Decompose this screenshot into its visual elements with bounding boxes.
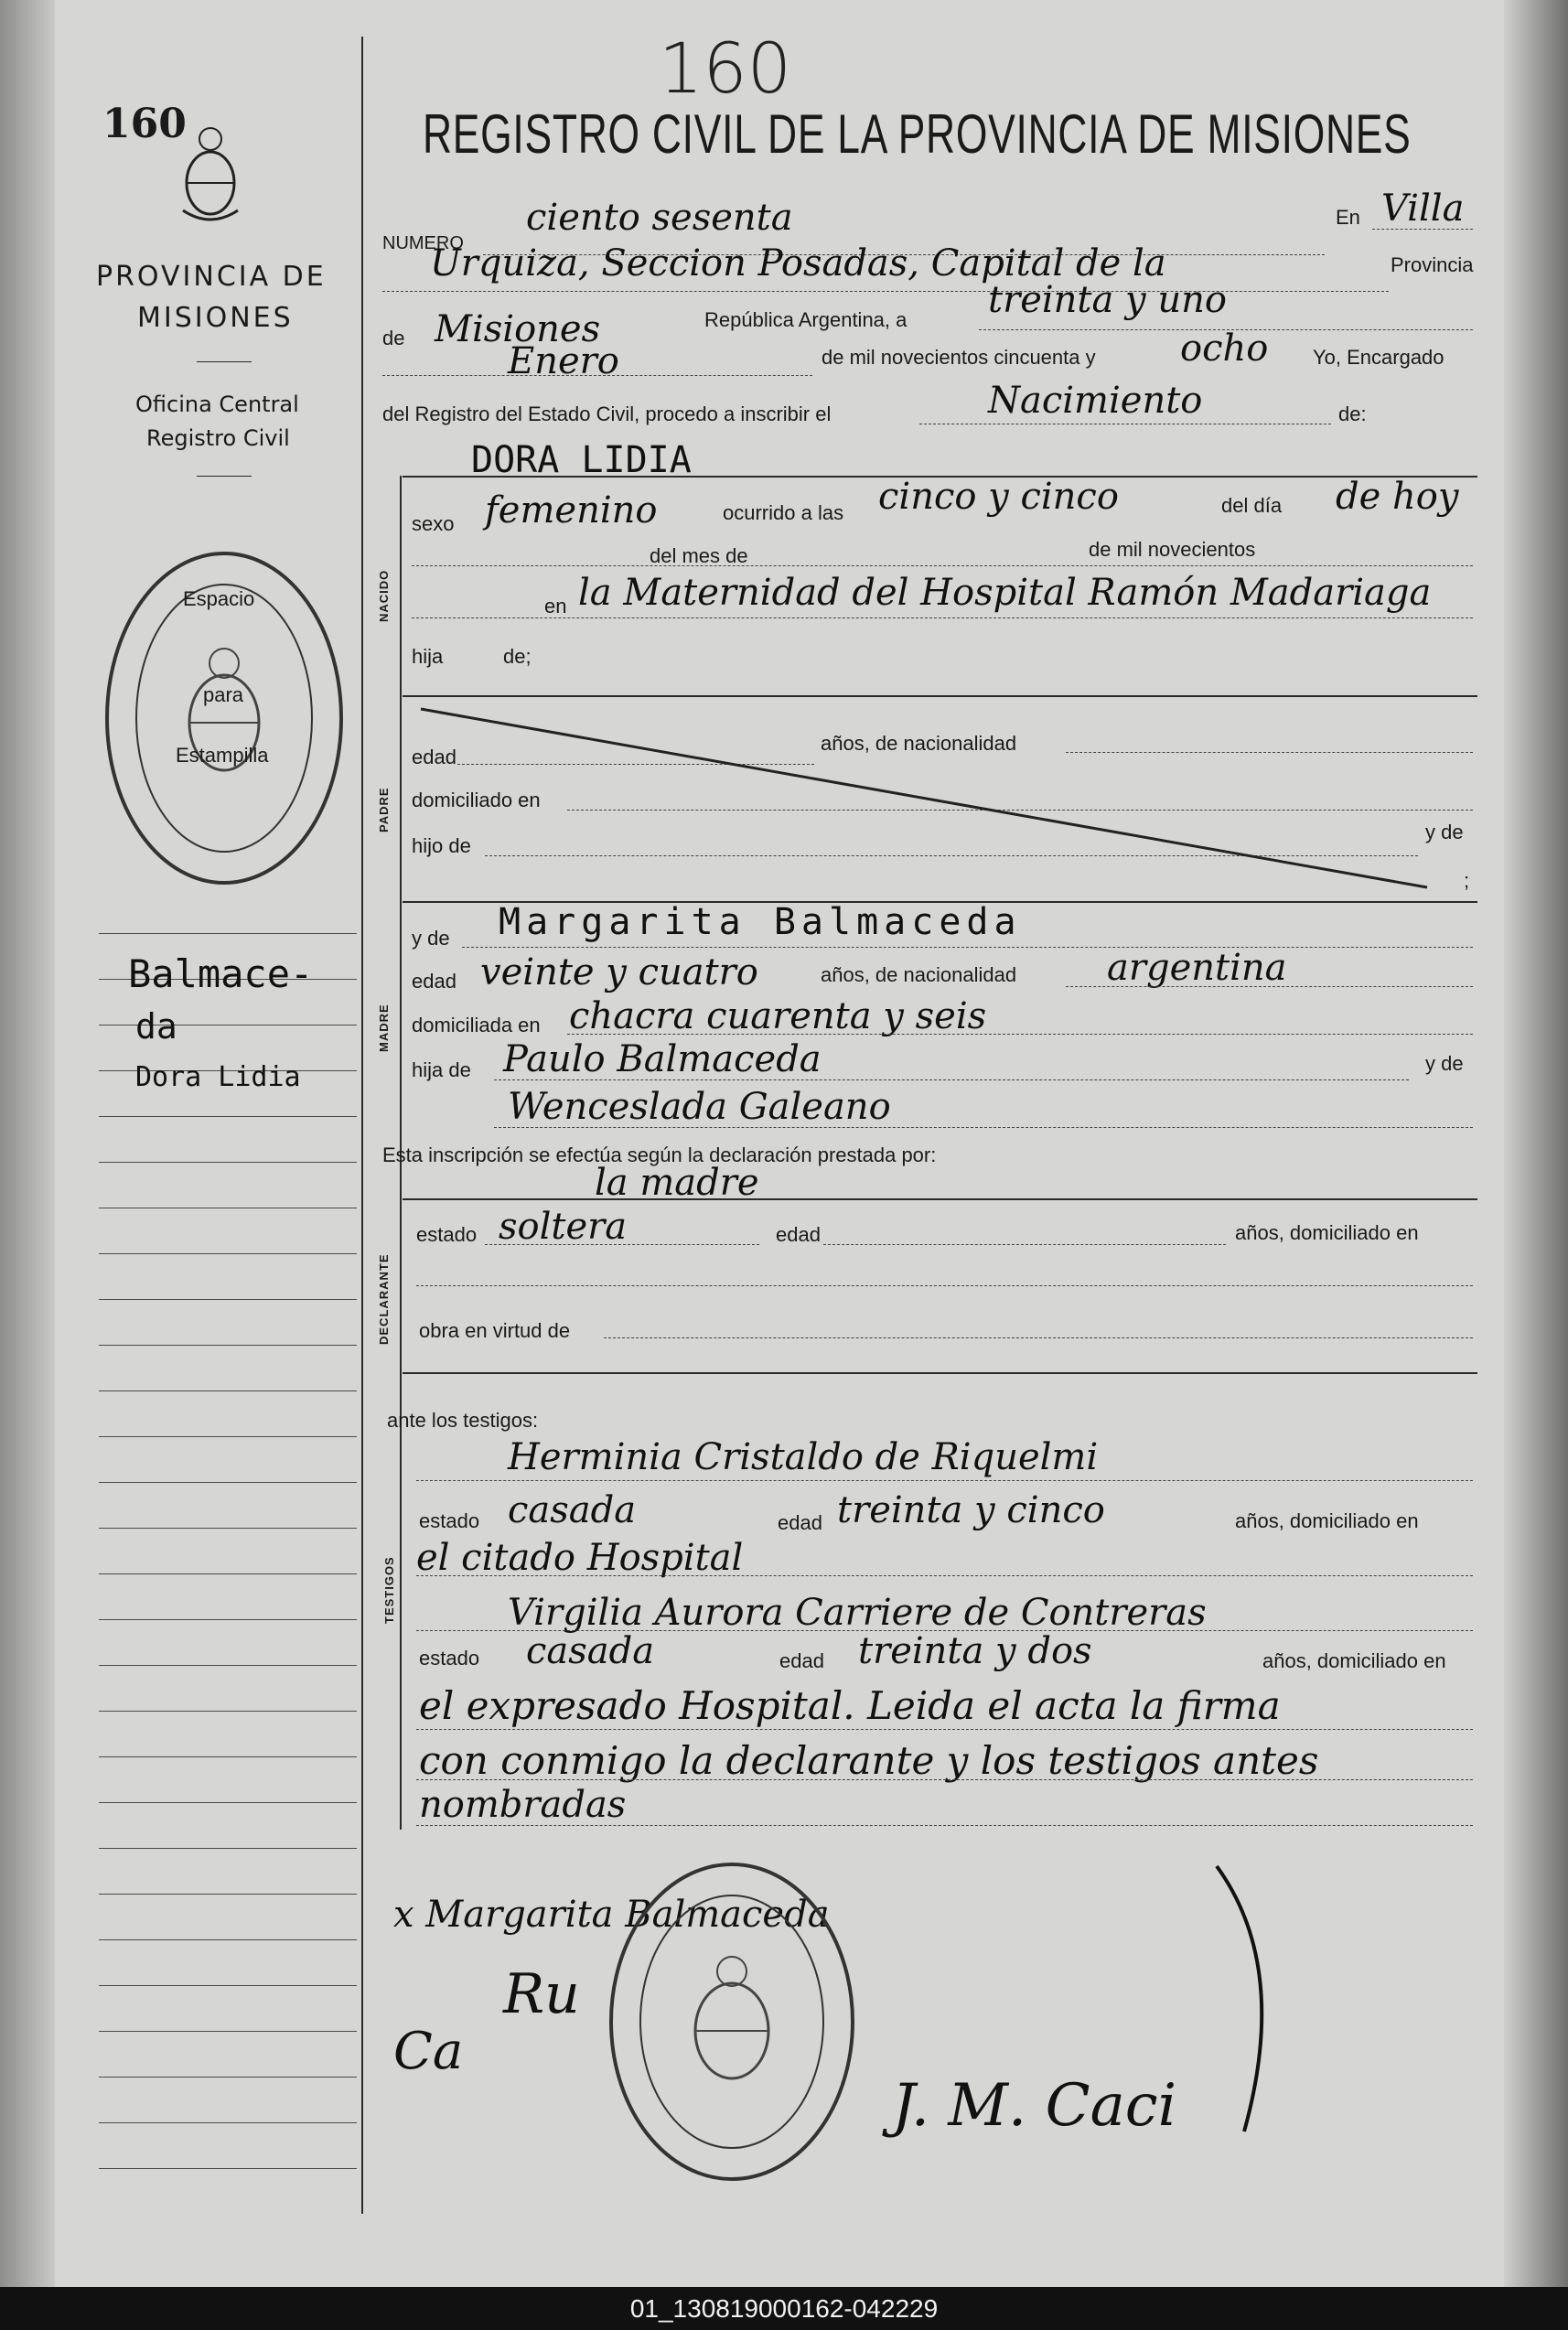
margin-rule [99, 1528, 357, 1529]
cierre-linea-2: nombradas [419, 1784, 627, 1826]
obra-label: obra en virtud de [419, 1319, 571, 1342]
numero-value: ciento sesenta [526, 197, 793, 239]
testigo2-anios-label: años, domiciliado en [1262, 1649, 1446, 1672]
nombre-value: DORA LIDIA [471, 439, 692, 481]
place-value: Urquiza, Seccion Posadas, Capital de la [430, 242, 1166, 285]
margin-rule [99, 2031, 357, 2032]
madre-y-de-label: y de [412, 927, 450, 950]
declarante-side-label: DECLARANTE [377, 1253, 391, 1345]
declarante-dom-line [416, 1285, 1473, 1286]
declarante-edad-line [823, 1244, 1226, 1245]
stamp-box-label-2: para [203, 683, 244, 706]
margin-rule [99, 1619, 357, 1620]
declarante-rule [403, 1372, 1477, 1374]
testigo1-edad: treinta y cinco [837, 1489, 1105, 1531]
madre-anios-label: años, de nacionalidad [821, 963, 1017, 986]
office-label: Oficina Central [135, 392, 299, 417]
margin-rule [99, 2168, 357, 2169]
obra-line [604, 1337, 1473, 1338]
registro-label: del Registro del Estado Civil, procedo a inscribir el [382, 403, 832, 425]
declaracion-label: Esta inscripción se efectúa según la declaración prestada por: [382, 1144, 937, 1166]
lugar-line [412, 617, 1473, 618]
padre-side-label: PADRE [377, 787, 391, 832]
de-value: Misiones [435, 308, 601, 350]
signature-flourish [1189, 1857, 1299, 2150]
margin-surname: Balmace- [128, 951, 314, 996]
madre-hija-de-label: hija de [412, 1058, 471, 1081]
sexo-value: femenino [485, 489, 658, 531]
margin-rule [99, 1665, 357, 1666]
margin-rule [99, 1573, 357, 1574]
stamp-box-label-3: Estampilla [176, 744, 269, 767]
de2-label: de: [1338, 403, 1367, 425]
madre-domiciliada-label: domiciliada en [412, 1014, 541, 1036]
de-label: de [382, 327, 405, 349]
numero-label: NUMERO [382, 233, 464, 253]
declarante-edad-label: edad [776, 1223, 821, 1246]
page-number-handwritten: 160 [659, 27, 792, 109]
province-name: MISIONES [137, 302, 294, 334]
testigo1-nombre-line [416, 1480, 1473, 1481]
republica-label: República Argentina, a [704, 308, 908, 331]
signature-testigo-a: Ru [503, 1962, 580, 2026]
ocurrido-label: ocurrido a las [723, 501, 844, 524]
madre-nacionalidad: argentina [1107, 947, 1287, 989]
padre-domiciliado-label: domiciliado en [412, 789, 541, 811]
declaracion-rule [403, 1198, 1477, 1200]
place-line [382, 291, 1389, 292]
margin-rule [99, 1482, 357, 1483]
padre-semicolon: ; [1464, 869, 1470, 892]
margin-rule [99, 1299, 357, 1300]
margin-rule [99, 1985, 357, 1986]
madre-madre: Wenceslada Galeano [508, 1086, 891, 1128]
testigo2-nombre: Virgilia Aurora Carriere de Contreras [508, 1592, 1207, 1634]
margin-rule [99, 1345, 357, 1346]
de3-label: de; [503, 645, 532, 668]
madre-dom-line [567, 1034, 1473, 1035]
registry-seal-stamp-2 [604, 1857, 860, 2186]
cierre-line-3 [416, 1825, 1473, 1826]
image-identifier: 01_130819000162-042229 [0, 2287, 1568, 2330]
madre-madre-line [494, 1127, 1473, 1128]
testigo1-anios-label: años, domiciliado en [1235, 1509, 1419, 1532]
testigo1-domicilio: el citado Hospital [416, 1537, 744, 1579]
cierre-line-1 [416, 1729, 1473, 1730]
en-line [1372, 229, 1473, 230]
madre-edad-label: edad [412, 970, 456, 993]
madre-y-de-label-2: y de [1425, 1052, 1464, 1075]
hora-value: cinco y cinco [878, 476, 1119, 518]
margin-rule [99, 1802, 357, 1803]
divider [197, 476, 252, 477]
madre-edad: veinte y cuatro [480, 951, 758, 993]
en-value: Villa [1381, 188, 1465, 230]
margin-rule [99, 1390, 357, 1391]
margin-rule [99, 1756, 357, 1757]
provincia-label: Provincia [1391, 253, 1474, 276]
declarante-estado-label: estado [416, 1223, 478, 1246]
padre-hijo-de-label: hijo de [412, 834, 471, 857]
testigos-label: ante los testigos: [387, 1409, 539, 1432]
margin-rule [99, 1162, 357, 1163]
margin-rule [99, 1848, 357, 1849]
margin-surname-2: da [135, 1006, 177, 1047]
nacido-rule [403, 695, 1477, 697]
margin-rule [99, 2077, 357, 2078]
del-dia-label: del día [1221, 494, 1283, 517]
encargado-label: Yo, Encargado [1313, 346, 1444, 369]
office-label-2: Registro Civil [146, 425, 290, 451]
declarante-estado-line [485, 1244, 759, 1245]
hija-label: hija [412, 645, 444, 668]
cancel-strike-line [403, 704, 1482, 897]
en2-label: en [544, 595, 567, 617]
inscribir-value: Nacimiento [988, 380, 1203, 422]
divider [197, 361, 252, 362]
testigo2-estado: casada [526, 1630, 655, 1672]
testigo2-domicilio: el expresado Hospital. Leida el acta la firma [419, 1683, 1281, 1728]
margin-rule [99, 1253, 357, 1254]
testigo2-edad: treinta y dos [858, 1630, 1092, 1672]
declarante-anios-label: años, domiciliado en [1235, 1221, 1419, 1244]
anio-value: ocho [1180, 327, 1269, 370]
signature-madre: x Margarita Balmaceda [393, 1894, 830, 1936]
anio-label: de mil novecientos cincuenta y [822, 346, 1096, 369]
madre-domicilio: chacra cuarenta y seis [569, 995, 987, 1037]
declarante-estado: soltera [499, 1206, 628, 1248]
coat-of-arms-icon [174, 119, 247, 229]
cierre-linea-1: con conmigo la declarante y los testigos antes [419, 1738, 1319, 1783]
padre-anios-label: años, de nacionalidad [821, 732, 1017, 755]
margin-border-line [361, 37, 363, 2214]
sexo-label: sexo [412, 512, 455, 535]
page-edge-shadow [1504, 0, 1568, 2287]
madre-nac-line [1066, 986, 1473, 987]
del-mes-label: del mes de [650, 544, 748, 567]
del-dia-value: de hoy [1336, 476, 1459, 518]
page-binding-shadow [0, 0, 55, 2287]
testigo2-edad-label: edad [779, 1649, 824, 1672]
margin-given-names: Dora Lidia [135, 1061, 301, 1093]
madre-nombre: Margarita Balmaceda [499, 901, 1022, 943]
margin-rule [99, 1939, 357, 1940]
margin-rule [99, 1116, 357, 1117]
mes-line [382, 375, 812, 376]
declarante-value: la madre [595, 1162, 759, 1204]
margin-rule [99, 1894, 357, 1895]
testigo1-dom-line [416, 1575, 1473, 1576]
mil-label: de mil novecientos [1089, 538, 1256, 561]
signature-encargado: J. M. Caci [892, 2072, 1177, 2140]
nacido-side-label: NACIDO [377, 569, 391, 622]
padre-y-de-label: y de [1425, 821, 1464, 843]
mes-value: Enero [508, 340, 619, 382]
cierre-line-2 [416, 1779, 1473, 1780]
page-number: 160 [102, 101, 187, 147]
madre-side-label: MADRE [377, 1004, 391, 1052]
mes-nacido-line [412, 565, 1473, 566]
padre-edad-label: edad [412, 746, 456, 768]
lugar-value: la Maternidad del Hospital Ramón Madariaga [578, 572, 1432, 614]
testigo1-edad-label: edad [778, 1511, 822, 1534]
stamp-box-label-1: Espacio [183, 587, 255, 610]
madre-padre-line [494, 1079, 1409, 1080]
testigo1-estado: casada [508, 1489, 637, 1531]
signature-testigo-b: Ca [393, 2022, 464, 2081]
testigo1-nombre: Herminia Cristaldo de Riquelmi [508, 1436, 1099, 1478]
margin-rule [99, 2122, 357, 2123]
testigos-side-label: TESTIGOS [382, 1556, 396, 1624]
page-title: REGISTRO CIVIL DE LA PROVINCIA DE MISIONES [423, 103, 1412, 165]
en-label: En [1336, 206, 1360, 229]
madre-nombre-line [462, 947, 1473, 948]
province-label: PROVINCIA DE [96, 261, 327, 293]
margin-rule [99, 1711, 357, 1712]
margin-rule [99, 933, 357, 934]
testigo1-estado-label: estado [419, 1509, 480, 1532]
testigo2-estado-label: estado [419, 1647, 480, 1670]
margin-rule [99, 1436, 357, 1437]
dia-value: treinta y uno [988, 279, 1227, 321]
madre-padre: Paulo Balmaceda [503, 1038, 822, 1080]
